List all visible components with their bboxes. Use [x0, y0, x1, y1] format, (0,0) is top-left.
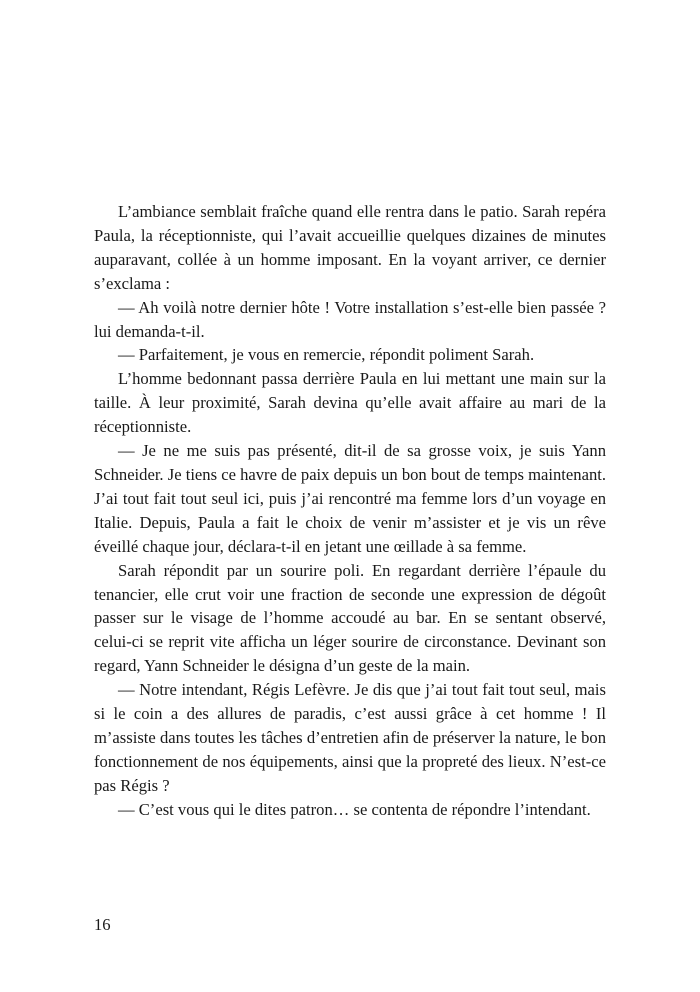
paragraph-4: L’homme bedonnant passa derrière Paula en lui mettant une main sur la taille. À leur proximité, Sarah devina qu’elle avait affaire au mari de la réceptionniste. — [94, 369, 606, 437]
paragraph-7: — Notre intendant, Régis Lefèvre. Je dis que j’ai tout fait tout seul, mais si le coin a des allures de paradis, c’est aussi grâce à cet homme ! Il m’assiste dans toutes les tâches d’entretien afin de préserver la nature, le bon fonctionnement de nos équipements, ainsi que la propreté des lieux. N’est-ce pas Régis ? — [94, 680, 606, 795]
paragraph-3: — Parfaitement, je vous en remercie, répondit poliment Sarah. — [118, 345, 535, 365]
paragraph-1: L’ambiance semblait fraîche quand elle rentra dans le patio. Sarah repéra Paula, la réceptionniste, qui l’avait accueillie quelques dizaines de minutes auparavant, collée à un homme imposant. En la voyant arriver, ce dernier s’exclama : — [94, 202, 606, 293]
paragraph-6: Sarah répondit par un sourire poli. En regardant derrière l’épaule du tenancier, elle crut voir une fraction de seconde une expression de dégoût passer sur le visage de l’homme accoudé au bar. En se sentant observé, celui-ci se reprit vite affichа un léger sourire de circonstance. Devinant son regard, Yann Schneider le désigna d’un geste de la main. — [94, 560, 606, 676]
paragraph-2: — Ah voilà notre dernier hôte ! Votre installation s’est-elle bien passée ? lui demanda-t-il. — [94, 297, 606, 341]
page-number: 16 — [94, 915, 111, 934]
paragraph-5: — Je ne me suis pas présenté, dit-il de sa grosse voix, je suis Yann Schneider. Je tiens ce havre de paix depuis un bon bout de temps maintenant. J’ai tout fait tout seul ici, puis j’ai rencontré ma femme lors d’un voyage en Italie. Depuis, Paula a fait le choix de venir m’assister et je vis un rêve éveillé chaque jour, déclara-t-il en jetant une œillade à sa femme. — [94, 441, 606, 556]
paragraph-8: — C’est vous qui le dites patron… se contenta de répondre l’intendant. — [118, 799, 591, 819]
page-body-text — [94, 200, 606, 822]
